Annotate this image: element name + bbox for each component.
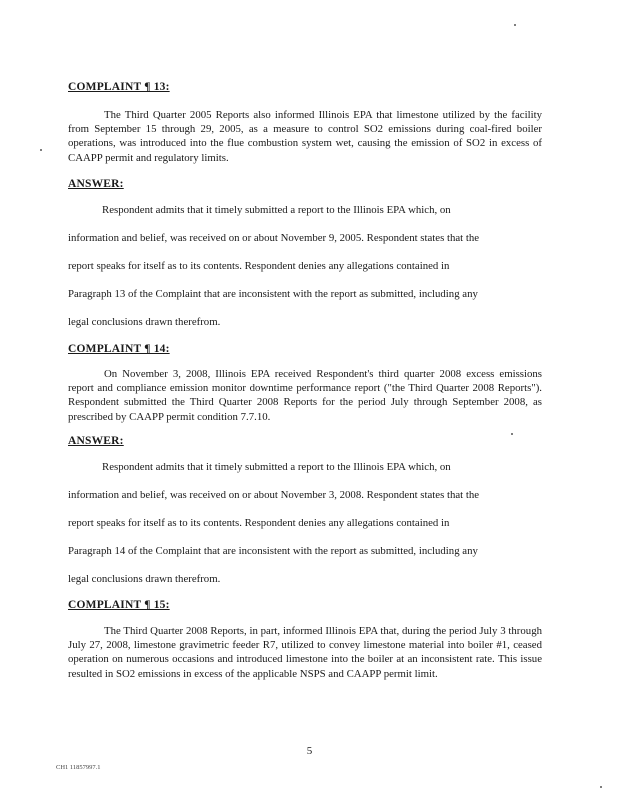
answer-14-heading: ANSWER: (68, 435, 124, 447)
answer-13-line-4: Paragraph 13 of the Complaint that are inconsistent with the report as submitted, including any (68, 288, 478, 300)
complaint-15-heading: COMPLAINT ¶ 15: (68, 599, 170, 611)
answer-13-heading: ANSWER: (68, 178, 124, 190)
answer-14-line-5: legal conclusions drawn therefrom. (68, 573, 221, 585)
complaint-14-heading: COMPLAINT ¶ 14: (68, 343, 170, 355)
answer-13-line-3: report speaks for itself as to its contents. Respondent denies any allegations contained in (68, 260, 450, 272)
footer-document-id: CH1 11857997.1 (56, 764, 101, 771)
scan-speck (511, 433, 513, 435)
page-number: 5 (306, 745, 313, 757)
answer-14-line-3: report speaks for itself as to its contents. Respondent denies any allegations contained in (68, 517, 450, 529)
answer-14-line-4: Paragraph 14 of the Complaint that are inconsistent with the report as submitted, including any (68, 545, 478, 557)
complaint-14-text: On November 3, 2008, Illinois EPA received Respondent's third quarter 2008 excess emissions report and compliance emission monitor downtime performance report ("the Third Quarter 2008 Reports"). Respondent submitted the Third Quarter 2008 Reports for the period July through September 2008, as prescribed by CAAPP permit condition 7.7.10. (68, 368, 542, 423)
complaint-15-text: The Third Quarter 2008 Reports, in part, informed Illinois EPA that, during the period July 3 through July 27, 2008, limestone gravimetric feeder R7, utilized to convey limestone material into boiler #1, ceased operation on numerous occasions and introduced limestone into the boiler at an inconsistent rate. This issue resulted in SO2 emissions in excess of the applicable NSPS and CAAPP permit limit. (68, 625, 542, 680)
scan-speck (600, 786, 602, 788)
complaint-13-text: The Third Quarter 2005 Reports also informed Illinois EPA that limestone utilized by the facility from September 15 through 29, 2005, as a measure to control SO2 emissions during coal-fired boiler operations, was introduced into the flue combustion system wet, causing the emission of SO2 in excess of CAAPP permit and regulatory limits. (68, 109, 542, 164)
answer-13-line-1: Respondent admits that it timely submitted a report to the Illinois EPA which, on (102, 204, 451, 216)
scan-speck (514, 24, 516, 26)
answer-14-line-2: information and belief, was received on or about November 3, 2008. Respondent states that the (68, 489, 480, 501)
answer-13-line-5: legal conclusions drawn therefrom. (68, 316, 221, 328)
answer-13-line-2: information and belief, was received on or about November 9, 2005. Respondent states that the (68, 232, 480, 244)
scan-speck (40, 149, 42, 151)
complaint-13-heading: COMPLAINT ¶ 13: (68, 81, 170, 93)
answer-14-line-1: Respondent admits that it timely submitted a report to the Illinois EPA which, on (102, 461, 451, 473)
